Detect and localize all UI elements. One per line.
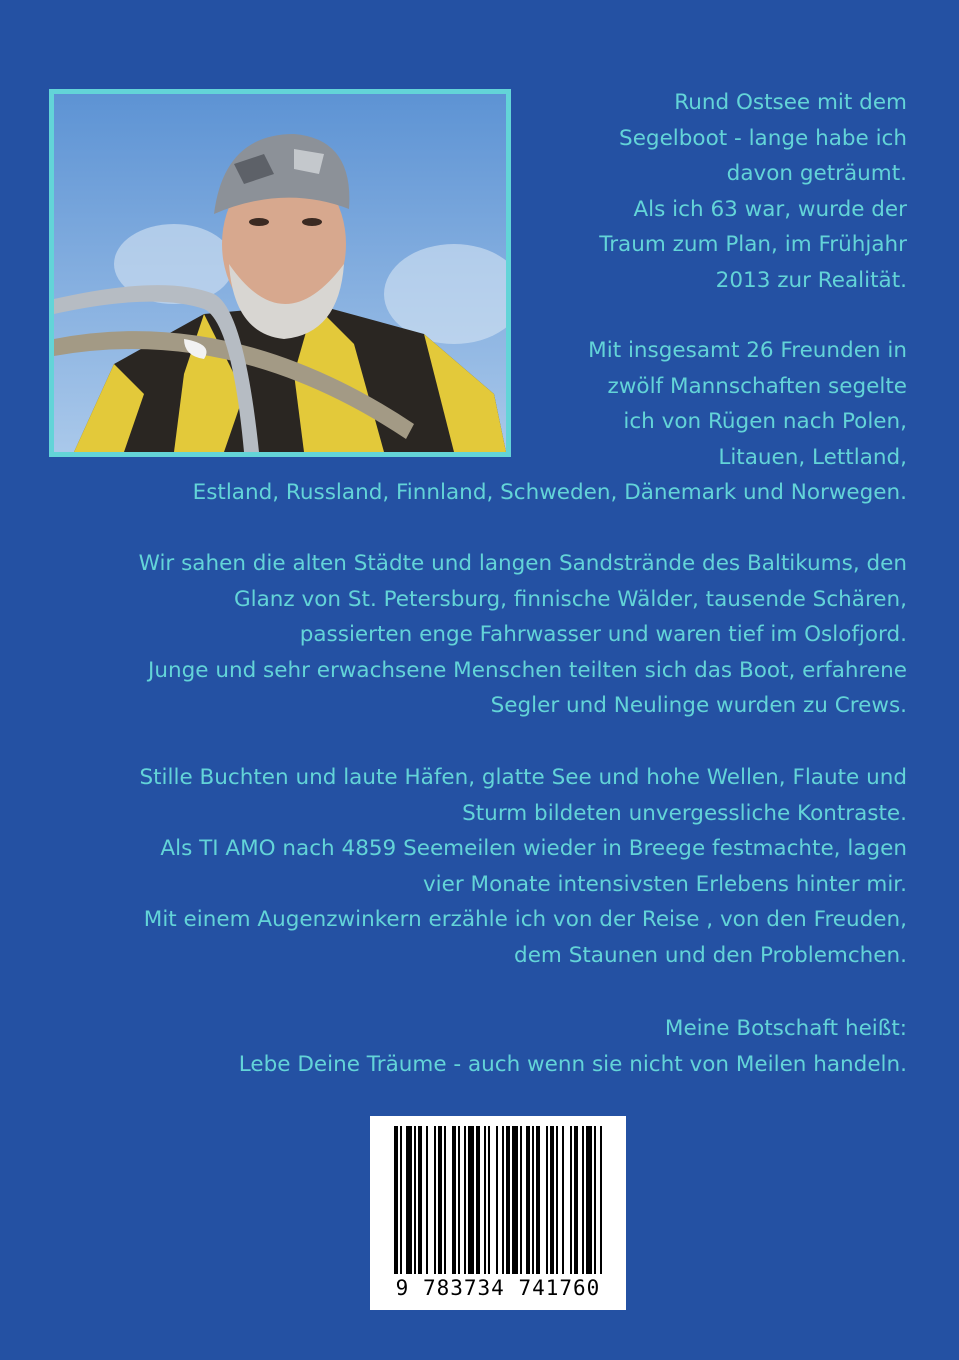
barcode-bar xyxy=(532,1126,534,1274)
barcode-bar xyxy=(434,1126,436,1274)
barcode-bar xyxy=(586,1126,592,1274)
text-line: Lebe Deine Träume - auch wenn sie nicht von Meilen handeln. xyxy=(238,1051,907,1077)
barcode-bar xyxy=(414,1126,416,1274)
text-line: Als TI AMO nach 4859 Seemeilen wieder in Breege festmachte, lagen xyxy=(160,836,907,861)
text-line: Rund Ostsee mit dem xyxy=(674,90,907,115)
text-line: Stille Buchten und laute Häfen, glatte See und hohe Wellen, Flaute und xyxy=(139,765,907,790)
barcode-bar xyxy=(556,1126,558,1274)
barcode-bar xyxy=(546,1126,548,1274)
barcode-bar xyxy=(496,1126,498,1274)
isbn-number: 9 783734 741760 xyxy=(395,1276,601,1300)
barcode-bar xyxy=(464,1126,466,1274)
isbn-barcode xyxy=(370,1116,626,1310)
text-line: Meine Botschaft heißt: xyxy=(664,1016,907,1041)
barcode-bar xyxy=(536,1126,540,1274)
crews-paragraph xyxy=(193,333,907,511)
barcode-bar xyxy=(458,1126,460,1274)
barcode-bar xyxy=(438,1126,442,1274)
barcode-bar xyxy=(570,1126,572,1274)
barcode-bar xyxy=(526,1126,530,1274)
text-line: Segelboot - lange habe ich xyxy=(619,125,907,151)
barcode-bar xyxy=(506,1126,510,1274)
barcode-bar xyxy=(582,1126,584,1274)
text-line: zwölf Mannschaften segelte xyxy=(607,373,907,399)
barcode-bar xyxy=(520,1126,522,1274)
barcode-bar xyxy=(600,1126,602,1274)
text-line: Traum zum Plan, im Frühjahr xyxy=(599,232,907,257)
barcode-bar xyxy=(444,1126,446,1274)
text-line: Als ich 63 war, wurde der xyxy=(633,196,907,222)
barcode-bar xyxy=(468,1126,474,1274)
barcode-bar xyxy=(594,1126,596,1274)
text-line: ich von Rügen nach Polen, xyxy=(623,409,907,434)
text-line: Glanz von St. Petersburg, finnische Wälder, tausende Schären, xyxy=(233,586,907,612)
barcode-bar xyxy=(426,1126,428,1274)
barcode-bar xyxy=(502,1126,504,1274)
text-line: davon geträumt. xyxy=(726,161,907,186)
contrasts-paragraph xyxy=(139,760,907,973)
barcode-bar xyxy=(574,1126,578,1274)
text-line: Mit einem Augenzwinkern erzähle ich von der Reise , von den Freuden, xyxy=(143,907,907,932)
text-line: Sturm bildeten unvergessliche Kontraste. xyxy=(462,800,907,826)
text-line: Estland, Russland, Finnland, Schweden, Dänemark und Norwegen. xyxy=(192,480,907,505)
barcode-bar xyxy=(562,1126,564,1274)
text-line: Litauen, Lettland, xyxy=(718,444,907,470)
barcode-bar xyxy=(452,1126,456,1274)
text-line: Segler und Neulinge wurden zu Crews. xyxy=(490,693,907,718)
barcode-bar xyxy=(394,1126,398,1274)
barcode-bars xyxy=(370,1116,626,1276)
sights-paragraph xyxy=(139,546,907,724)
barcode-bar xyxy=(406,1126,412,1274)
barcode-bar xyxy=(488,1126,490,1274)
barcode-bar xyxy=(484,1126,486,1274)
text-line: dem Staunen und den Problemchen. xyxy=(514,942,907,968)
barcode-bar xyxy=(400,1126,402,1274)
text-line: 2013 zur Realität. xyxy=(715,267,907,293)
barcode-bar xyxy=(512,1126,518,1274)
text-line: passierten enge Fahrwasser und waren tief im Oslofjord. xyxy=(299,622,907,647)
text-line: Wir sahen die alten Städte und langen Sandstrände des Baltikums, den xyxy=(138,551,907,576)
intro-paragraph xyxy=(599,85,907,298)
text-line: vier Monate intensivsten Erlebens hinter mir. xyxy=(422,871,907,897)
text-line: Mit insgesamt 26 Freunden in xyxy=(588,338,907,363)
barcode-bar xyxy=(476,1126,480,1274)
message-paragraph xyxy=(239,1011,907,1082)
barcode-bar xyxy=(550,1126,554,1274)
barcode-bar xyxy=(418,1126,422,1274)
text-line: Junge und sehr erwachsene Menschen teilten sich das Boot, erfahrene xyxy=(148,657,907,683)
